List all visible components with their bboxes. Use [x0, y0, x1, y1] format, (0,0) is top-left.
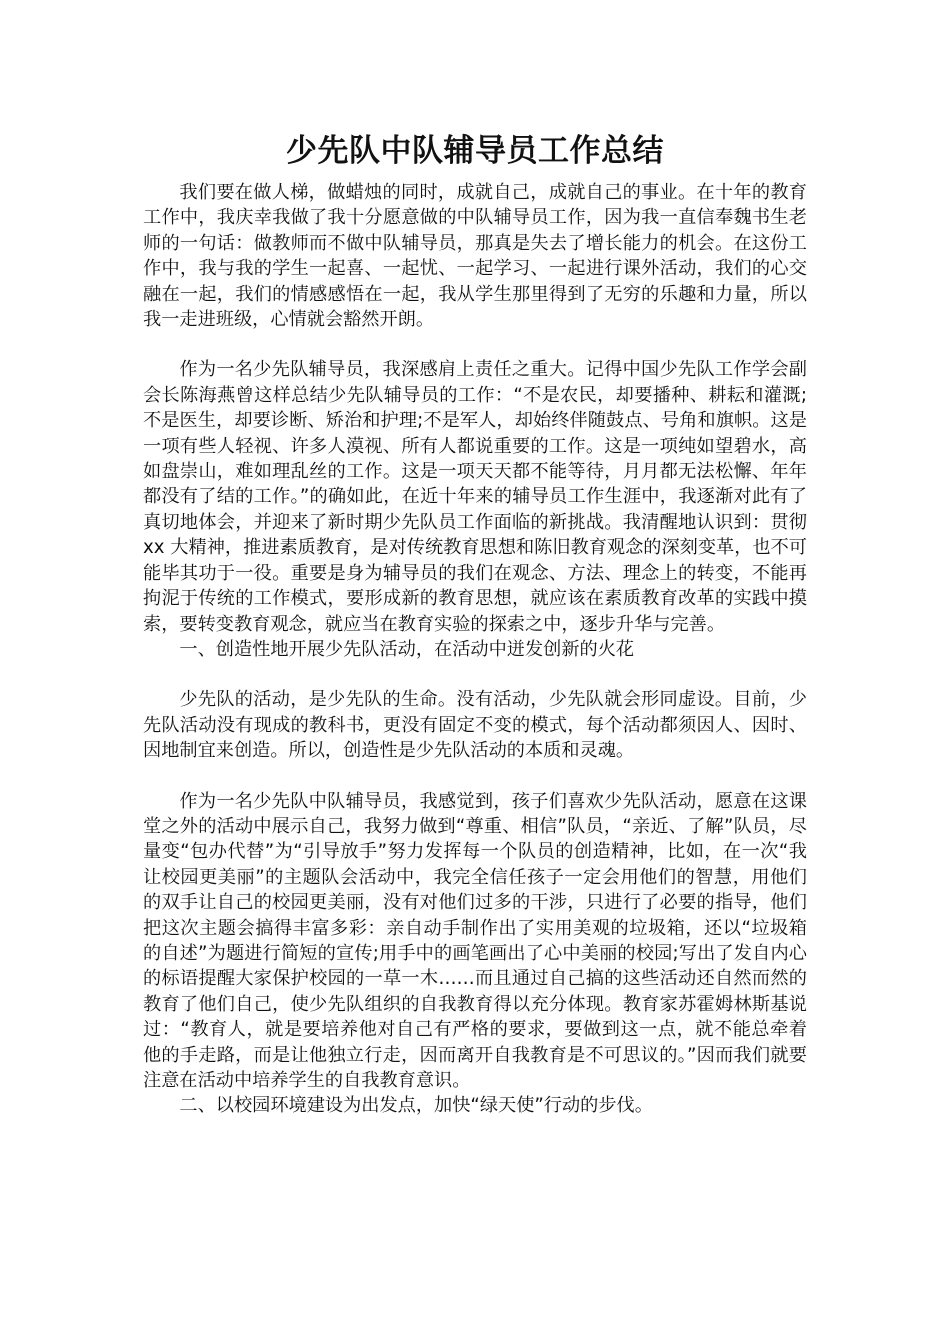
paragraph-responsibility: 作为一名少先队辅导员，我深感肩上责任之重大。记得中国少先队工作学会副会长陈海燕曾这样总结少先队辅导员的工作：“不是农民，却要播种、耕耘和灌溉;不是医生，却要诊断、矫治和护理;不是军人，却始终伴随鼓点、号角和旗帜。这是一项有些人轻视、许多人漠视、所有人都说重要的工作。这是一项纯如望碧水，高如盘崇山，难如理乱丝的工作。这是一项天天都不能等待，月月都无法松懈、年年都没有了结的工作。”的确如此，在近十年来的辅导员工作生涯中，我逐渐对此有了真切地体会，并迎来了新时期少先队员工作面临的新挑战。我清醒地认识到：贯彻 xx 大精神，推进素质教育，是对传统教育思想和陈旧教育观念的深刻变革，也不可能毕其功于一役。重要是身为辅导员的我们在观念、方法、理念上的转变，不能再拘泥于传统的工作模式，要形成新的教育思想，就应该在素质教育改革的实践中摸索，要转变教育观念，就应当在教育实验的探索之中，逐步升华与完善。: [143, 359, 807, 635]
document-title: 少先队中队辅导员工作总结: [286, 133, 664, 169]
section-heading-2: 二、以校园环境建设为出发点，加快“绿天使”行动的步伐。: [179, 1095, 653, 1117]
section-heading-1: 一、创造性地开展少先队活动，在活动中迸发创新的火花: [179, 638, 635, 660]
paragraph-activities: 少先队的活动，是少先队的生命。没有活动，少先队就会形同虚设。目前，少先队活动没有现成的教科书，更没有固定不变的模式，每个活动都须因人、因时、因地制宜来创造。所以，创造性是少先队活动的本质和灵魂。: [143, 689, 807, 762]
paragraph-intro: 我们要在做人梯，做蜡烛的同时，成就自己，成就自己的事业。在十年的教育工作中，我庆幸我做了我十分愿意做的中队辅导员工作，因为我一直信奉魏书生老师的一句话：做教师而不做中队辅导员，那真是失去了增长能力的机会。在这份工作中，我与我的学生一起喜、一起忧、一起学习、一起进行课外活动，我们的心交融在一起，我们的情感感悟在一起，我从学生那里得到了无穷的乐趣和力量，所以我一走进班级，心情就会豁然开朗。: [143, 182, 807, 331]
document-page: [143, 128, 807, 1119]
paragraph-counselor-role: 作为一名少先队中队辅导员，我感觉到，孩子们喜欢少先队活动，愿意在这课堂之外的活动中展示自己，我努力做到“尊重、相信”队员，“亲近、了解”队员，尽量变“包办代替”为“引导放手”努力发挥每一个队员的创造精神，比如，在一次“我让校园更美丽”的主题队会活动中，我完全信任孩子一定会用他们的智慧，用他们的双手让自己的校园更美丽，没有对他们过多的干涉，只进行了必要的指导，他们把这次主题会搞得丰富多彩：亲自动手制作出了实用美观的垃圾箱，还以“垃圾箱的自述”为题进行简短的宣传;用手中的画笔画出了心中美丽的校园;写出了发自内心的标语提醒大家保护校园的一草一木……而且通过自己搞的这些活动还自然而然的教育了他们自己，使少先队组织的自我教育得以充分体现。教育家苏霍姆林斯基说过：“教育人，就是要培养他对自己有严格的要求，要做到这一点，就不能总牵着他的手走路，而是让他独立行走，因而离开自我教育是不可思议的。”因而我们就要注意在活动中培养学生的自我教育意识。: [143, 790, 807, 1091]
